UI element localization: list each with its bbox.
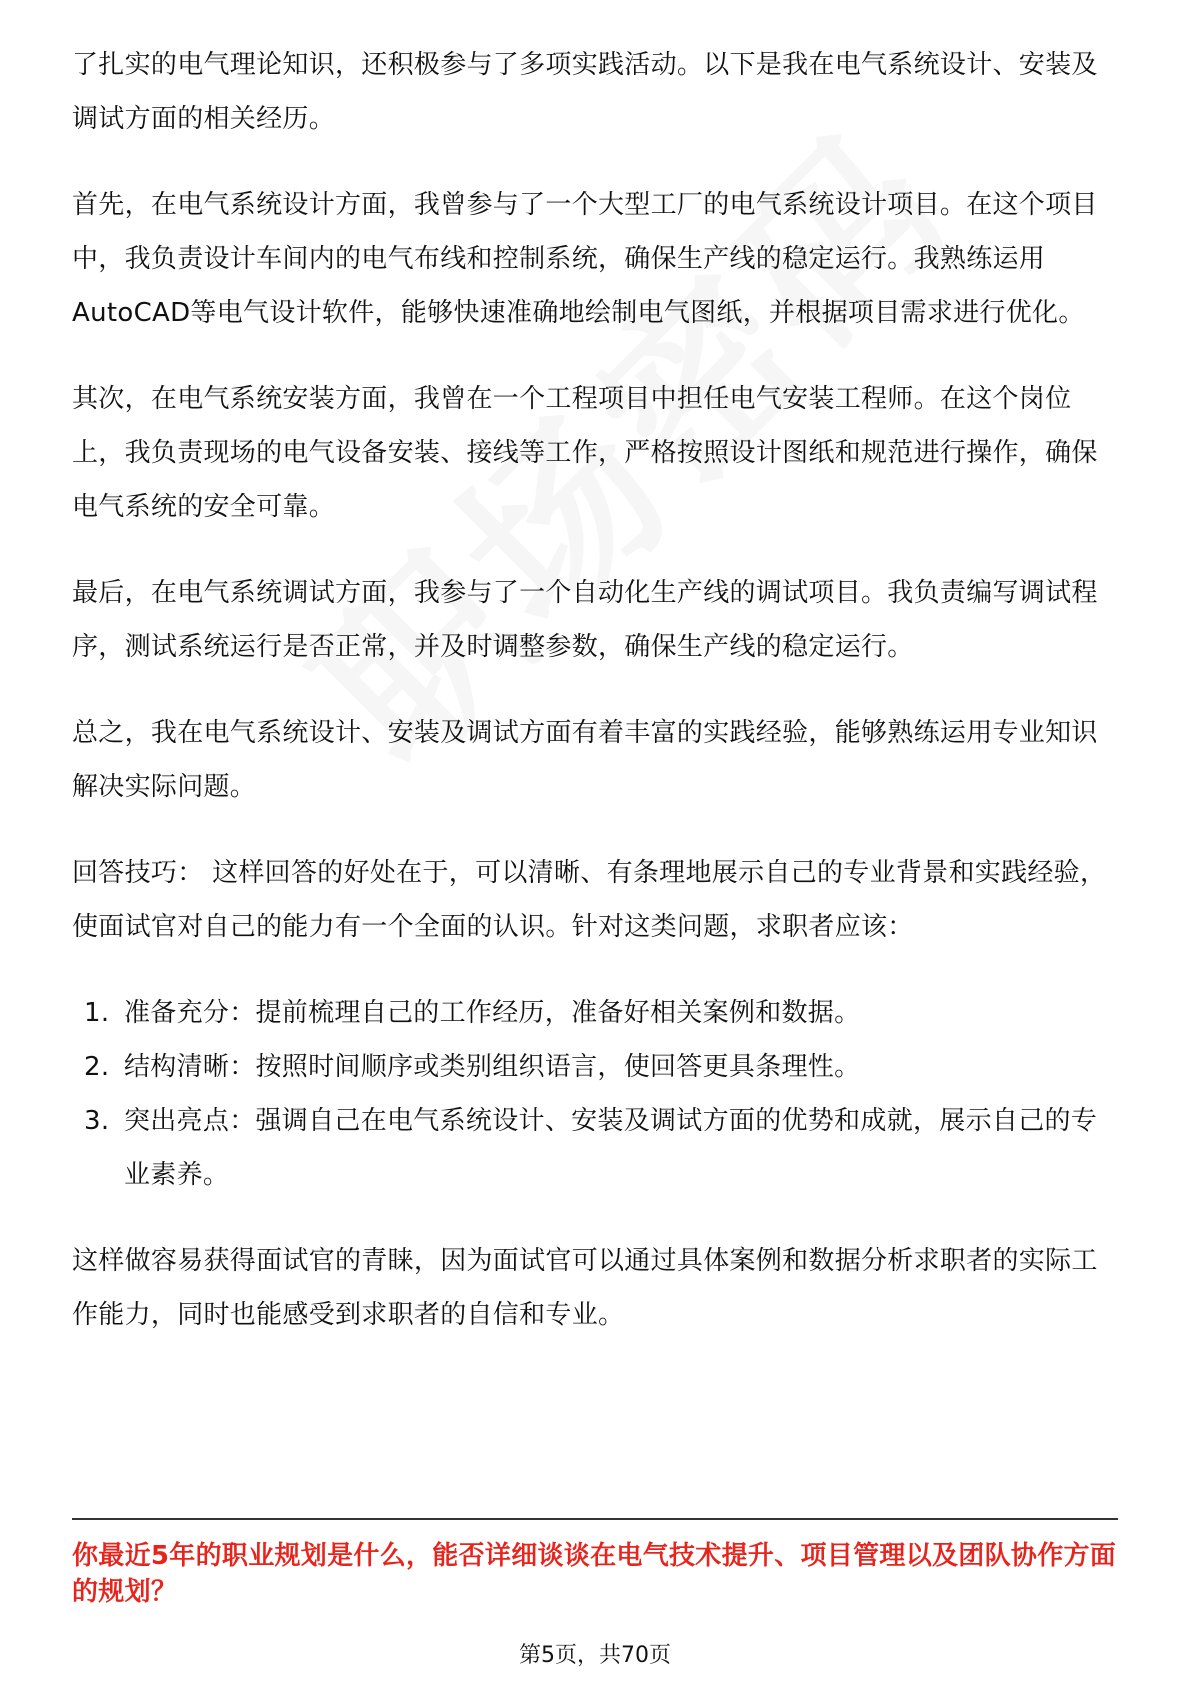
list-item-text: 突出亮点：强调自己在电气系统设计、安装及调试方面的优势和成就，展示自己的专业素养。 <box>124 1106 1098 1190</box>
paragraph-closing: 这样做容易获得面试官的青睐，因为面试官可以通过具体案例和数据分析求职者的实际工作能力，同时也能感受到求职者的自信和专业。 <box>72 1246 1098 1330</box>
list-item-text: 结构清晰：按照时间顺序或类别组织语言，使回答更具条理性。 <box>124 1052 861 1082</box>
list-item-text: 准备充分：提前梳理自己的工作经历，准备好相关案例和数据。 <box>124 998 861 1028</box>
paragraph-intro-continued: 了扎实的电气理论知识，还积极参与了多项实践活动。以下是我在电气系统设计、安装及调试方面的相关经历。 <box>72 50 1098 134</box>
paragraph-installation: 其次，在电气系统安装方面，我曾在一个工程项目中担任电气安装工程师。在这个岗位上，我负责现场的电气设备安装、接线等工作，严格按照设计图纸和规范进行操作，确保电气系统的安全可靠。 <box>72 384 1098 522</box>
paragraph-design: 首先，在电气系统设计方面，我曾参与了一个大型工厂的电气系统设计项目。在这个项目中，我负责设计车间内的电气布线和控制系统，确保生产线的稳定运行。我熟练运用AutoCAD等电气设计软件，能够快速准确地绘制电气图纸，并根据项目需求进行优化。 <box>72 190 1098 328</box>
list-item <box>72 1094 1118 1202</box>
body-content <box>72 38 1118 1374</box>
page-footer: 第5页，共70页 <box>519 1643 671 1668</box>
list-item <box>72 1040 1118 1094</box>
list-number: 2. <box>84 1052 110 1082</box>
list-number: 3. <box>84 1106 110 1136</box>
list-item <box>72 986 1118 1040</box>
section-divider <box>72 1518 1118 1520</box>
tips-list <box>72 986 1118 1202</box>
paragraph-commissioning: 最后，在电气系统调试方面，我参与了一个自动化生产线的调试项目。我负责编写调试程序，测试系统运行是否正常，并及时调整参数，确保生产线的稳定运行。 <box>72 578 1098 662</box>
list-number: 1. <box>84 998 110 1028</box>
paragraph-summary: 总之，我在电气系统设计、安装及调试方面有着丰富的实践经验，能够熟练运用专业知识解决实际问题。 <box>72 718 1098 802</box>
next-question-heading: 你最近5年的职业规划是什么，能否详细谈谈在电气技术提升、项目管理以及团队协作方面的规划？ <box>72 1541 1117 1607</box>
paragraph-answer-tips: 回答技巧： 这样回答的好处在于，可以清晰、有条理地展示自己的专业背景和实践经验，使面试官对自己的能力有一个全面的认识。针对这类问题，求职者应该： <box>72 858 1107 942</box>
